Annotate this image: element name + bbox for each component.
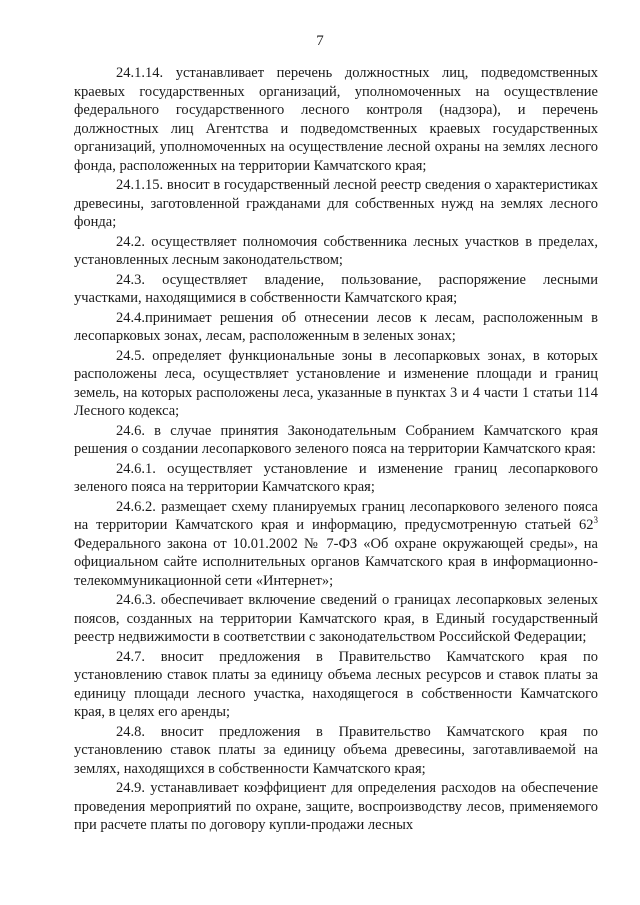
paragraph-24-6-2-text-after: Федерального закона от 10.01.2002 № 7-ФЗ «Об охране окружающей среды», на официальном сайте исполнительных органов Камчатского края в информационно-телекоммуникационной сети «Интернет»; (74, 535, 598, 589)
paragraph-24-6-1: 24.6.1. осуществляет установление и изменение границ лесопаркового зеленого пояса на территории Камчатского края; (74, 460, 598, 495)
paragraph-24-6: 24.6. в случае принятия Законодательным Собранием Камчатского края решения о создании лесопаркового зеленого пояса на территории Камчатского края: (74, 422, 598, 457)
paragraph-24-1-14: 24.1.14. устанавливает перечень должностных лиц, подведомственных краевых государственных организаций, уполномоченных на осуществление федерального государственного лесного контроля (надзора), и перечень должностных лиц Агентства и подведомственных краевых государственных организаций, уполномоченных на осуществление лесной охраны на землях лесного фонда, расположенных на территории Камчатского края; (74, 65, 598, 174)
paragraph-24-4: 24.4.принимает решения об отнесении лесов к лесам, расположенным в лесопарковых зонах, лесам, расположенным в зеленых зонах; (74, 309, 598, 344)
paragraph-24-6-3: 24.6.3. обеспечивает включение сведений о границах лесопарковых зеленых поясов, созданных на территории Камчатского края, в Единый государственный реестр недвижимости в соответствии с законодательством Российской Федерации; (74, 592, 598, 645)
paragraph-24-5: 24.5. определяет функциональные зоны в лесопарковых зонах, в которых расположены леса, осуществляет установление и изменение площади и границ земель, на которых расположены леса, указанные в пунктах 3 и 4 части 1 статьи 114 Лесного кодекса; (74, 347, 598, 419)
paragraph-24-9: 24.9. устанавливает коэффициент для определения расходов на обеспечение проведения мероприятий по охране, защите, воспроизводству лесов, применяемого при расчете платы по договору купли-продажи лесных (74, 780, 598, 833)
paragraph-24-6-2-text-before: 24.6.2. размещает схему планируемых границ лесопаркового зеленого пояса на территории Камчатского края и информацию, предусмотренную статьей 62 (74, 498, 598, 533)
paragraph-24-8: 24.8. вносит предложения в Правительство Камчатского края по установлению ставок платы за единицу объема древесины, заготавливаемой на землях, находящихся в собственности Камчатского края; (74, 723, 598, 777)
paragraph-24-3: 24.3. осуществляет владение, пользование, распоряжение лесными участками, находящимися в собственности Камчатского края; (74, 271, 598, 306)
paragraph-24-2: 24.2. осуществляет полномочия собственника лесных участков в пределах, установленных лесным законодательством; (74, 233, 598, 268)
document-body (74, 64, 598, 836)
paragraph-24-6-2 (74, 498, 598, 591)
paragraph-24-1-15: 24.1.15. вносит в государственный лесной реестр сведения о характеристиках древесины, заготовленной гражданами для собственных нужд на землях лесного фонда; (74, 177, 598, 230)
page-number: 7 (316, 33, 324, 49)
superscript-article-number: 3 (593, 515, 598, 526)
paragraph-24-7: 24.7. вносит предложения в Правительство Камчатского края по установлению ставок платы за единицу объема лесных ресурсов и ставок платы за единицу площади лесного участка, находящегося в собственности Камчатского края, в целях его аренды; (74, 648, 598, 720)
